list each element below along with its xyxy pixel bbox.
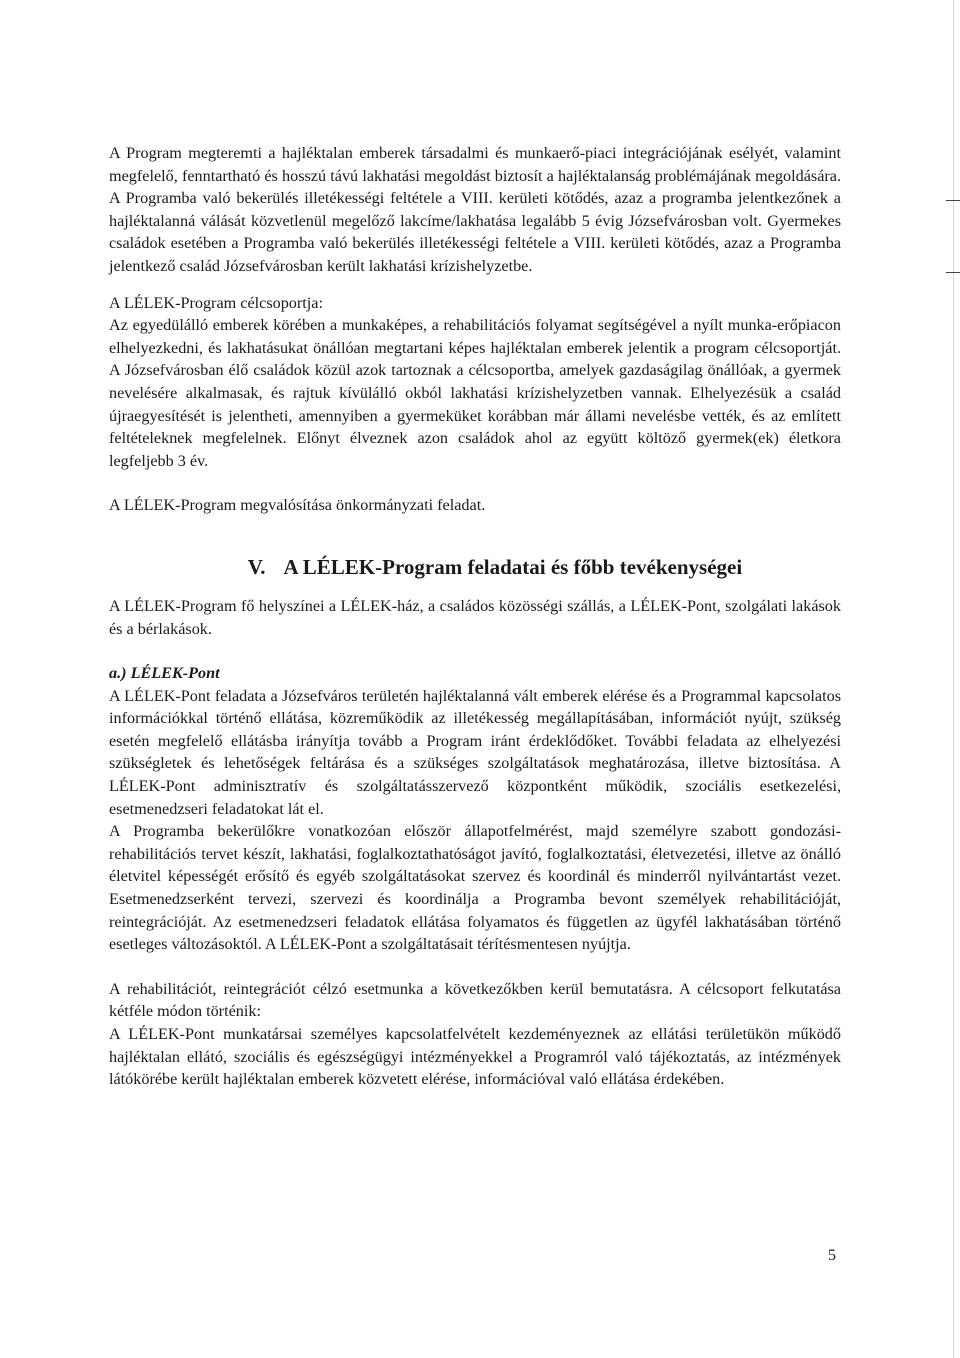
lelek-pont-paragraph-2: A Programba bekerülőkre vonatkozóan először állapotfelmérést, majd személyre szabott gondozási-rehabilitációs tervet készít, lakhatási, foglalkoztathatóságot javító, foglalkoztatási, életvezetési, illetve az önálló életvitel képességét erősítő és egyéb szolgáltatásokat szervez és koordinál és minderről nyilvántartást vezet. Esetmenedzserként tervezi, szervezi és koordinálja a Programba bevont személyek rehabilitációját, reintegrációját. Az esetmenedzseri feladatok ellátása folyamatos és független az ügyfél lakhatásában történő esetleges változásoktól. A LÉLEK-Pont a szolgáltatásait térítésmentesen nyújtja. [109, 822, 841, 954]
target-group-paragraph: Az egyedülálló emberek körében a munkaképes, a rehabilitációs folyamat segítségével a nyílt munka-erőpiacon elhelyezkedni, és lakhatásukat önállóan megtartani képes hajléktalan emberek jelentik a program célcsoportját. A Józsefvárosban élő családok közül azok tartoznak a célcsoportba, amelyek gazdaságilag önállóak, a gyermek nevelésére alkalmasak, és rajtuk kívülálló okból lakhatási krízishelyzetben vannak. Elhelyezésük a család újraegyesítését is jelentheti, amennyiben a gyermeküket korábban már állami nevelésbe vették, és az említett feltételeknek megfelelnek. Előnyt élveznek azon családok ahol az együtt költöző gyermek(ek) életkora legfeljebb 3 év. [109, 316, 841, 470]
municipal-task-paragraph: A LÉLEK-Program megvalósítása önkormányzati feladat. [109, 496, 486, 515]
lelek-pont-heading: a.) LÉLEK-Pont [109, 664, 220, 683]
target-group-section [109, 292, 841, 473]
section-title: A LÉLEK-Program feladatai és főbb tevékenységei [283, 554, 743, 579]
outreach-paragraph-1: A rehabilitációt, reintegrációt célzó esetmunka a következőkben kerül bemutatásra. A célcsoport felkutatása kétféle módon történik: [109, 979, 841, 1021]
lelek-pont-section [109, 662, 841, 956]
locations-paragraph: A LÉLEK-Program fő helyszínei a LÉLEK-ház, a családos közösségi szállás, a LÉLEK-Pont, szolgálati lakások és a bérlakások. [109, 596, 841, 638]
lelek-pont-paragraph-1: A LÉLEK-Pont feladata a Józsefváros területén hajléktalanná vált emberek elérése és a Programmal kapcsolatos információkkal történő ellátása, közreműködik az illetékesség megállapításában, információt nyújt, szükség esetén megfelelő ellátásba irányítja tovább a Program iránt érdeklődőket. További feladata az elhelyezési szükségletek és lehetőségek feltárása és a szükséges szolgáltatások meghatározása, illetve biztosítása. A LÉLEK-Pont adminisztratív és szolgáltatásszervező központként működik, szociális esetkezelési, esetmenedzseri feladatokat lát el. [109, 686, 841, 818]
section-heading [109, 553, 841, 581]
outreach-paragraph-2: A LÉLEK-Pont munkatársai személyes kapcsolatfelvételt kezdeményeznek az ellátási területükön működő hajléktalan ellátó, szociális és egészségügyi intézményekkel a Programról való tájékoztatás, az intézmények látókörébe került hajléktalan emberek közvetett elérése, információval való ellátása érdekében. [109, 1025, 841, 1089]
section-number: V. [247, 554, 266, 579]
page-number: 5 [828, 1247, 836, 1264]
scan-margin-line [953, 0, 954, 1358]
intro-paragraph: A Program megteremti a hajléktalan emberek társadalmi és munkaerő-piaci integrációjának esélyét, valamint megfelelő, fenntartható és hosszú távú lakhatási megoldást biztosít a hajléktalanság problémájának megoldására. A Programba való bekerülés illetékességi feltétele a VIII. kerületi kötődés, azaz a programba jelentkezőnek a hajléktalanná válását közvetlenül megelőző lakcíme/lakhatása legalább 5 évig Józsefvárosban volt. Gyermekes családok esetében a Programba való bekerülés illetékességi feltétele a VIII. kerületi kötődés, azaz a Programba jelentkező család Józsefvárosban került lakhatási krízishelyzetbe. [109, 144, 841, 275]
outreach-section [109, 978, 841, 1091]
scan-margin-mark [946, 200, 960, 201]
scan-margin-mark [946, 272, 960, 273]
document-page [109, 142, 841, 1091]
target-group-title: A LÉLEK-Program célcsoportja: [109, 293, 323, 312]
